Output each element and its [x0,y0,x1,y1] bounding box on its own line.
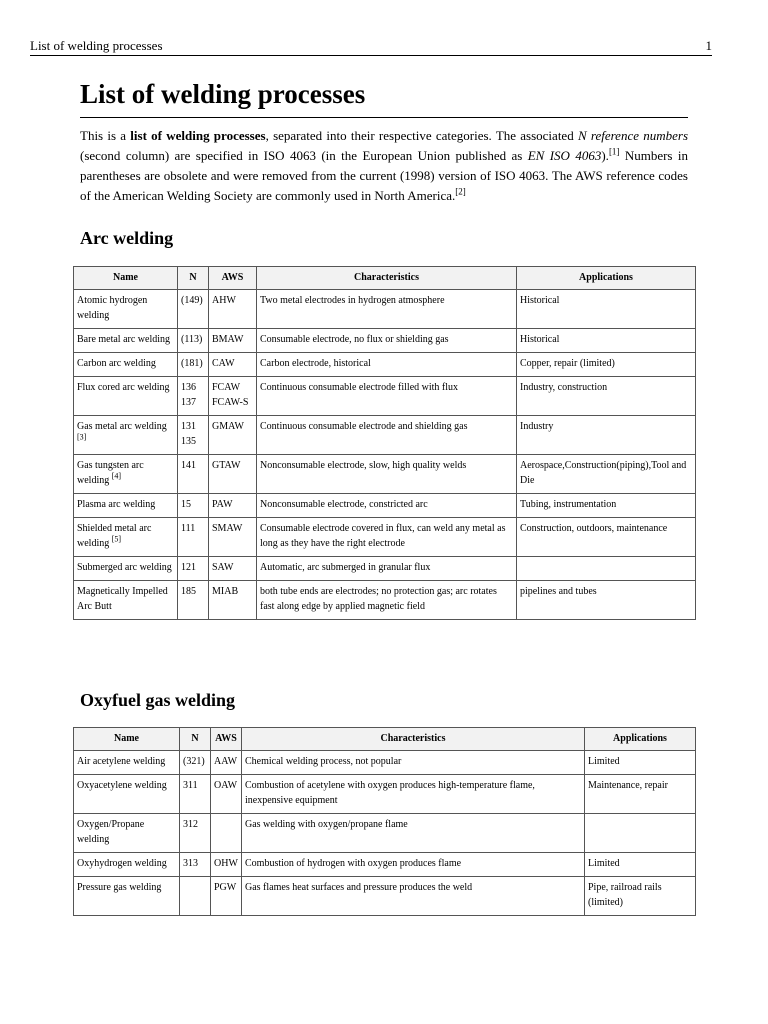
intro-text: (second column) are specified in ISO 4063 (in the European Union published as [80,148,528,163]
cell-name: Oxyacetylene welding [74,775,180,814]
oxyfuel-welding-table [73,727,696,916]
cell-n [178,581,209,620]
cell-applications [517,557,696,581]
cell-aws [209,329,257,353]
citation-link[interactable]: [1] [608,146,620,157]
cell-characteristics: Carbon electrode, historical [257,353,517,377]
table-row [74,290,696,329]
cell-name [74,290,178,329]
cell-aws: PGW [211,877,242,916]
cell-applications: Copper, repair (limited) [517,353,696,377]
process-name: Plasma arc welding [77,499,156,510]
table-row [74,377,696,416]
table-row [74,775,696,814]
cell-aws [209,518,257,557]
n-number: 15 [181,499,191,510]
cell-characteristics: Combustion of acetylene with oxygen produces high-temperature flame, inexpensive equipment [242,775,585,814]
process-name: Atomic hydrogen welding [77,295,148,321]
column-header: Characteristics [242,728,585,751]
intro-text: This is a [80,128,131,143]
cell-characteristics: Automatic, arc submerged in granular flux [257,557,517,581]
cell-n [178,377,209,416]
cell-n [178,416,209,455]
cell-characteristics: Consumable electrode, no flux or shielding gas [257,329,517,353]
table-row [74,329,696,353]
cell-name: Oxyhydrogen welding [74,853,180,877]
cell-characteristics: Consumable electrode covered in flux, can weld any metal as long as they have the right electrode [257,518,517,557]
cell-name [74,518,178,557]
running-title: List of welding processes [30,38,163,53]
page-number: 1 [705,38,712,53]
process-name: Submerged arc welding [77,562,172,573]
cell-characteristics: Nonconsumable electrode, constricted arc [257,494,517,518]
intro-paragraph [80,126,688,206]
title-rule [80,117,688,118]
column-header: N [178,267,209,290]
aws-code: AHW [212,295,236,306]
cell-applications: Maintenance, repair [585,775,696,814]
section-heading-oxyfuel: Oxyfuel gas welding [80,690,236,710]
n-number: 121 [181,562,196,573]
cell-characteristics: Gas welding with oxygen/propane flame [242,814,585,853]
table-row [74,853,696,877]
column-header: Applications [585,728,696,751]
table-row [74,877,696,916]
cell-applications: Limited [585,853,696,877]
intro-italic: N reference numbers [577,128,689,143]
cell-n [180,877,211,916]
table-row [74,518,696,557]
n-number: (113) [181,334,203,345]
n-number: 185 [181,586,196,597]
cell-characteristics: Nonconsumable electrode, slow, high quality welds [257,455,517,494]
cell-applications: Pipe, railroad rails (limited) [585,877,696,916]
table-row [74,581,696,620]
cell-n: 311 [180,775,211,814]
process-name: Shielded metal arc welding [77,523,152,549]
process-name: Magnetically Impelled Arc Butt [77,586,168,612]
cell-n [178,557,209,581]
cell-characteristics: Continuous consumable electrode filled with flux [257,377,517,416]
table-row [74,751,696,775]
citation-link[interactable]: [3] [77,432,87,442]
intro-text: ). [601,148,609,163]
cell-characteristics: Two metal electrodes in hydrogen atmosphere [257,290,517,329]
cell-applications: Industry, construction [517,377,696,416]
cell-aws [209,290,257,329]
n-number: 136 [181,382,196,393]
cell-n [178,353,209,377]
aws-code: MIAB [212,586,239,597]
cell-aws: OAW [211,775,242,814]
cell-aws [209,581,257,620]
aws-code: GTAW [212,460,241,471]
citation-link[interactable]: [2] [455,186,466,197]
n-number: 111 [181,523,196,534]
aws-code: FCAW [212,382,241,393]
cell-aws [211,814,242,853]
cell-applications: Limited [585,751,696,775]
table-row [74,814,696,853]
n-number: (149) [181,295,203,306]
n-number: 131 [181,421,196,432]
aws-code: BMAW [212,334,244,345]
cell-applications: pipelines and tubes [517,581,696,620]
cell-aws [209,557,257,581]
cell-applications: Historical [517,290,696,329]
table-header-row [74,728,696,751]
cell-name: Air acetylene welding [74,751,180,775]
column-header: Characteristics [257,267,517,290]
intro-italic: EN ISO 4063 [527,148,602,163]
cell-name [74,377,178,416]
table-header-row [74,267,696,290]
process-name: Gas metal arc welding [77,421,167,432]
aws-code: PAW [212,499,233,510]
aws-code: FCAW-S [212,397,249,408]
column-header: AWS [211,728,242,751]
cell-aws: AAW [211,751,242,775]
aws-code: CAW [212,358,235,369]
arc-welding-table [73,266,696,620]
cell-n [178,329,209,353]
cell-name [74,494,178,518]
cell-n: 312 [180,814,211,853]
section-heading-arc: Arc welding [80,228,174,248]
cell-characteristics: Chemical welding process, not popular [242,751,585,775]
cell-n: 313 [180,853,211,877]
column-header: Name [74,728,180,751]
table-row [74,557,696,581]
cell-name [74,353,178,377]
cell-applications: Aerospace,Construction(piping),Tool and Die [517,455,696,494]
cell-aws [209,455,257,494]
cell-name [74,416,178,455]
cell-aws: OHW [211,853,242,877]
cell-aws [209,353,257,377]
page-title: List of welding processes [80,79,366,109]
table-row [74,353,696,377]
cell-n: (321) [180,751,211,775]
n-number: 141 [181,460,196,471]
cell-name [74,455,178,494]
process-name: Flux cored arc welding [77,382,170,393]
cell-characteristics: both tube ends are electrodes; no protection gas; arc rotates fast along edge by applied magnetic field [257,581,517,620]
process-name: Carbon arc welding [77,358,156,369]
cell-name [74,329,178,353]
column-header: AWS [209,267,257,290]
process-name: Gas tungsten arc welding [77,460,144,486]
cell-n [178,494,209,518]
n-number: 137 [181,397,196,408]
intro-text: , separated into their respective categories. The associated [265,128,578,143]
intro-bold: list of welding processes [130,128,266,143]
cell-applications: Tubing, instrumentation [517,494,696,518]
cell-aws [209,377,257,416]
citation-link[interactable]: [5] [111,534,122,544]
column-header: Name [74,267,178,290]
cell-aws [209,416,257,455]
cell-applications: Construction, outdoors, maintenance [517,518,696,557]
cell-n [178,518,209,557]
cell-applications: Industry [517,416,696,455]
cell-n [178,290,209,329]
cell-applications: Historical [517,329,696,353]
aws-code: GMAW [212,421,244,432]
cell-characteristics: Continuous consumable electrode and shielding gas [257,416,517,455]
cell-name: Oxygen/Propane welding [74,814,180,853]
cell-characteristics: Gas flames heat surfaces and pressure produces the weld [242,877,585,916]
table-row [74,416,696,455]
intro-text: Numbers in parentheses are obsolete and were removed from the current (1998) version of ISO 4063. The AWS reference codes of the American Welding Society are commonly used in North America. [80,148,688,203]
table-row [74,455,696,494]
cell-name [74,557,178,581]
n-number: 135 [181,436,196,447]
column-header: Applications [517,267,696,290]
cell-characteristics: Combustion of hydrogen with oxygen produces flame [242,853,585,877]
cell-n [178,455,209,494]
aws-code: SAW [212,562,234,573]
cell-name [74,581,178,620]
aws-code: SMAW [212,523,243,534]
process-name: Bare metal arc welding [77,334,171,345]
cell-aws [209,494,257,518]
citation-link[interactable]: [4] [111,471,122,481]
cell-name: Pressure gas welding [74,877,180,916]
column-header: N [180,728,211,751]
header-rule [30,55,712,56]
cell-applications [585,814,696,853]
n-number: (181) [181,358,203,369]
table-row [74,494,696,518]
